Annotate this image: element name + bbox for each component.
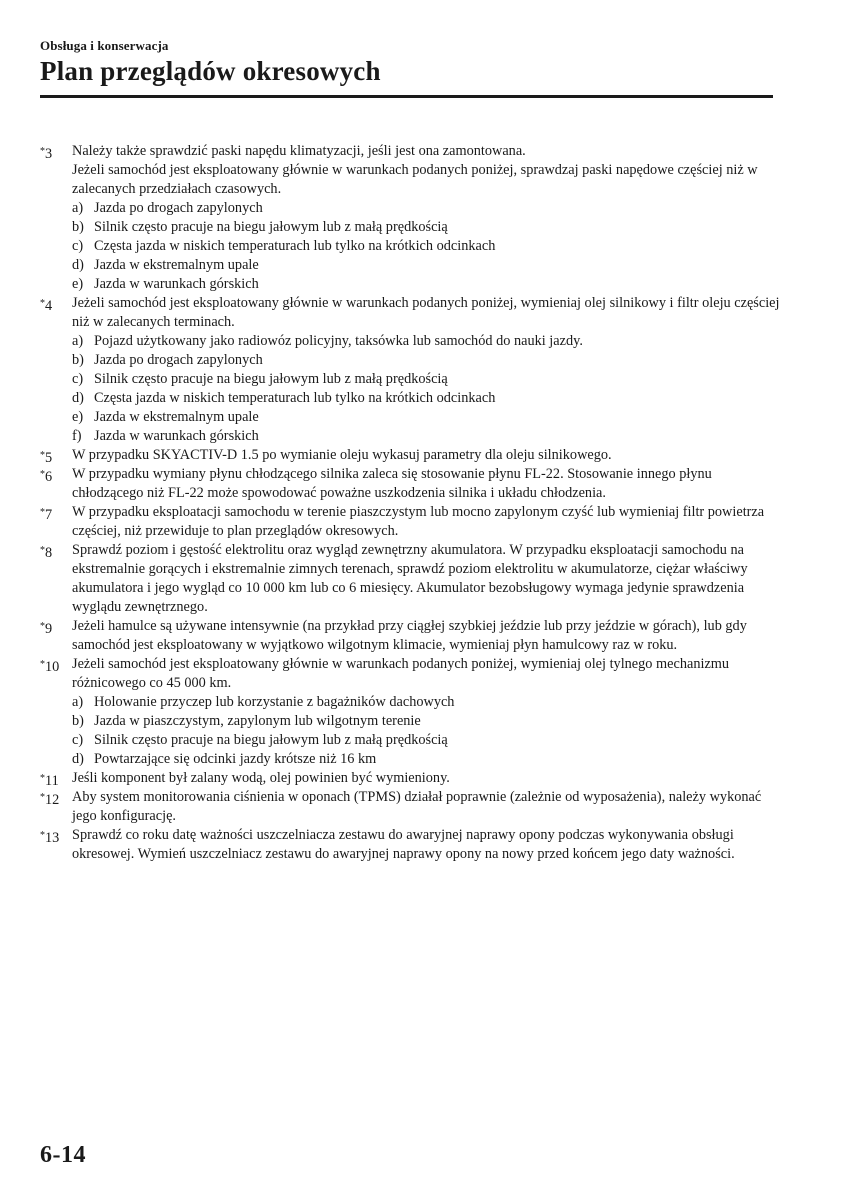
list-item: [72, 408, 780, 427]
list-item: [72, 427, 780, 446]
footnote: [40, 655, 780, 769]
asterisk-symbol: *: [40, 621, 45, 632]
footnote-number: 4: [45, 298, 53, 314]
list-item: [72, 351, 780, 370]
footnote-number: 7: [45, 507, 53, 523]
footnote-number: 11: [45, 773, 59, 789]
list-item-letter: c): [72, 732, 84, 748]
footnote-text: Jeżeli hamulce są używane intensywnie (na przykład przy ciągłej szybkiej jeździe lub przy jeździe w górach), lub gdy samochód jest eksploatowany w wyjątkowo wilgotnym klimacie, wymieniaj płyn hamulcowy raz w roku.: [72, 618, 747, 653]
footnote-marker: [40, 294, 52, 316]
list-item-letter: f): [72, 428, 82, 444]
footnote: [40, 465, 780, 503]
list-item: [72, 693, 780, 712]
footnote-number: 10: [45, 659, 60, 675]
footnote-text: Jeśli komponent był zalany wodą, olej powinien być wymieniony.: [72, 770, 450, 786]
list-item-letter: a): [72, 694, 84, 710]
asterisk-symbol: *: [40, 507, 45, 518]
footnote-number: 5: [45, 450, 53, 466]
list-item-text: Jazda w ekstremalnym upale: [94, 409, 259, 425]
list-item-letter: d): [72, 257, 84, 273]
title-divider: [40, 95, 773, 98]
footnotes-list: [40, 142, 780, 864]
footnote-text: Sprawdź co roku datę ważności uszczelniacza zestawu do awaryjnej naprawy opony podczas wykonywania obsługi okresowej. Wymień uszczelniacz zestawu do awaryjnej naprawy opony na nowy przed końcem jego daty ważności.: [72, 827, 735, 862]
footnote-text: Jeżeli samochód jest eksploatowany głównie w warunkach podanych poniżej, wymieniaj olej silnikowy i filtr oleju częściej niż w zalecanych terminach.: [72, 295, 780, 330]
footnote-marker: [40, 617, 52, 639]
list-item-letter: a): [72, 200, 84, 216]
asterisk-symbol: *: [40, 830, 45, 841]
list-item: [72, 199, 780, 218]
asterisk-symbol: *: [40, 659, 45, 670]
list-item-text: Jazda w ekstremalnym upale: [94, 257, 259, 273]
footnote: [40, 142, 780, 294]
list-item-letter: e): [72, 276, 84, 292]
list-item-letter: e): [72, 409, 84, 425]
list-item-letter: d): [72, 751, 84, 767]
list-item-letter: d): [72, 390, 84, 406]
footnote-number: 8: [45, 545, 53, 561]
list-item: [72, 370, 780, 389]
list-item-text: Jazda w warunkach górskich: [94, 276, 259, 292]
footnote-number: 13: [45, 830, 60, 846]
list-item: [72, 332, 780, 351]
list-item-text: Jazda w piaszczystym, zapylonym lub wilgotnym terenie: [94, 713, 421, 729]
footnote-text: Jeżeli samochód jest eksploatowany głównie w warunkach podanych poniżej, sprawdzaj paski napędowe częściej niż w zalecanych przedziałach czasowych.: [72, 162, 758, 197]
footnote-text: Aby system monitorowania ciśnienia w oponach (TPMS) działał poprawnie (zależnie od wyposażenia), należy wykonać jego konfigurację.: [72, 789, 762, 824]
asterisk-symbol: *: [40, 298, 45, 309]
asterisk-symbol: *: [40, 146, 45, 157]
footnote: [40, 541, 780, 617]
asterisk-symbol: *: [40, 773, 45, 784]
asterisk-symbol: *: [40, 469, 45, 480]
list-item-text: Silnik często pracuje na biegu jałowym lub z małą prędkością: [94, 219, 448, 235]
footnote-marker: [40, 788, 59, 810]
footnote-number: 6: [45, 469, 53, 485]
footnote-number: 3: [45, 146, 53, 162]
list-item-text: Jazda po drogach zapylonych: [94, 200, 263, 216]
section-label: Obsługa i konserwacja: [40, 38, 169, 53]
list-item-text: Pojazd użytkowany jako radiowóz policyjny, taksówka lub samochód do nauki jazdy.: [94, 333, 583, 349]
list-item-text: Jazda w warunkach górskich: [94, 428, 259, 444]
page-number: 6-14: [40, 1142, 86, 1168]
list-item-letter: b): [72, 352, 84, 368]
footnote-text: W przypadku SKYACTIV-D 1.5 po wymianie oleju wykasuj parametry dla oleju silnikowego.: [72, 447, 612, 463]
list-item: [72, 237, 780, 256]
footnote: [40, 503, 780, 541]
footnote-text: Sprawdź poziom i gęstość elektrolitu oraz wygląd zewnętrzny akumulatora. W przypadku eksploatacji samochodu na ekstremalnie gorących i ekstremalnie zimnych terenach, sprawdź poziom elektrolitu w akumulatorze, ciężar właściwy akumulatora i jego wygląd co 10 000 km lub co 6 miesięcy. Akumulator bezobsługowy wymaga jedynie sprawdzenia wyglądu zewnętrznego.: [72, 542, 748, 615]
list-item-text: Silnik często pracuje na biegu jałowym lub z małą prędkością: [94, 371, 448, 387]
footnote: [40, 769, 780, 788]
footnote-marker: [40, 142, 52, 164]
list-item-letter: b): [72, 713, 84, 729]
list-item-text: Częsta jazda w niskich temperaturach lub tylko na krótkich odcinkach: [94, 238, 496, 254]
asterisk-symbol: *: [40, 792, 45, 803]
footnote: [40, 617, 780, 655]
list-item-letter: b): [72, 219, 84, 235]
footnote-text: W przypadku wymiany płynu chłodzącego silnika zaleca się stosowanie płynu FL-22. Stosowanie innego płynu chłodzącego niż FL-22 może spowodować poważne uszkodzenia silnika i układu chłodzenia.: [72, 466, 712, 501]
footnote-marker: [40, 541, 52, 563]
list-item: [72, 712, 780, 731]
page-title: Plan przeglądów okresowych: [40, 56, 381, 86]
footnote-number: 9: [45, 621, 53, 637]
footnote-marker: [40, 655, 59, 677]
asterisk-symbol: *: [40, 450, 45, 461]
list-item-text: Holowanie przyczep lub korzystanie z bagażników dachowych: [94, 694, 455, 710]
list-item-letter: a): [72, 333, 84, 349]
list-item-text: Powtarzające się odcinki jazdy krótsze niż 16 km: [94, 751, 377, 767]
list-item: [72, 275, 780, 294]
list-item-letter: c): [72, 238, 84, 254]
asterisk-symbol: *: [40, 545, 45, 556]
footnote-marker: [40, 503, 52, 525]
list-item: [72, 218, 780, 237]
footnote: [40, 446, 780, 465]
list-item: [72, 731, 780, 750]
footnote-marker: [40, 465, 52, 487]
footnote-number: 12: [45, 792, 60, 808]
footnote-text: Jeżeli samochód jest eksploatowany głównie w warunkach podanych poniżej, wymieniaj olej tylnego mechanizmu różnicowego co 45 000 km.: [72, 656, 730, 691]
list-item: [72, 389, 780, 408]
footnote: [40, 826, 780, 864]
footnote: [40, 788, 780, 826]
list-item-text: Jazda po drogach zapylonych: [94, 352, 263, 368]
footnote: [40, 294, 780, 446]
list-item-text: Silnik często pracuje na biegu jałowym lub z małą prędkością: [94, 732, 448, 748]
footnote-text: Należy także sprawdzić paski napędu klimatyzacji, jeśli jest ona zamontowana.: [72, 143, 526, 159]
list-item-text: Częsta jazda w niskich temperaturach lub tylko na krótkich odcinkach: [94, 390, 496, 406]
list-item-letter: c): [72, 371, 84, 387]
footnote-marker: [40, 826, 59, 848]
list-item: [72, 750, 780, 769]
footnote-text: W przypadku eksploatacji samochodu w terenie piaszczystym lub mocno zapylonym czyść lub wymieniaj filtr powietrza częściej, niż przewiduje to plan przeglądów okresowych.: [72, 504, 765, 539]
list-item: [72, 256, 780, 275]
